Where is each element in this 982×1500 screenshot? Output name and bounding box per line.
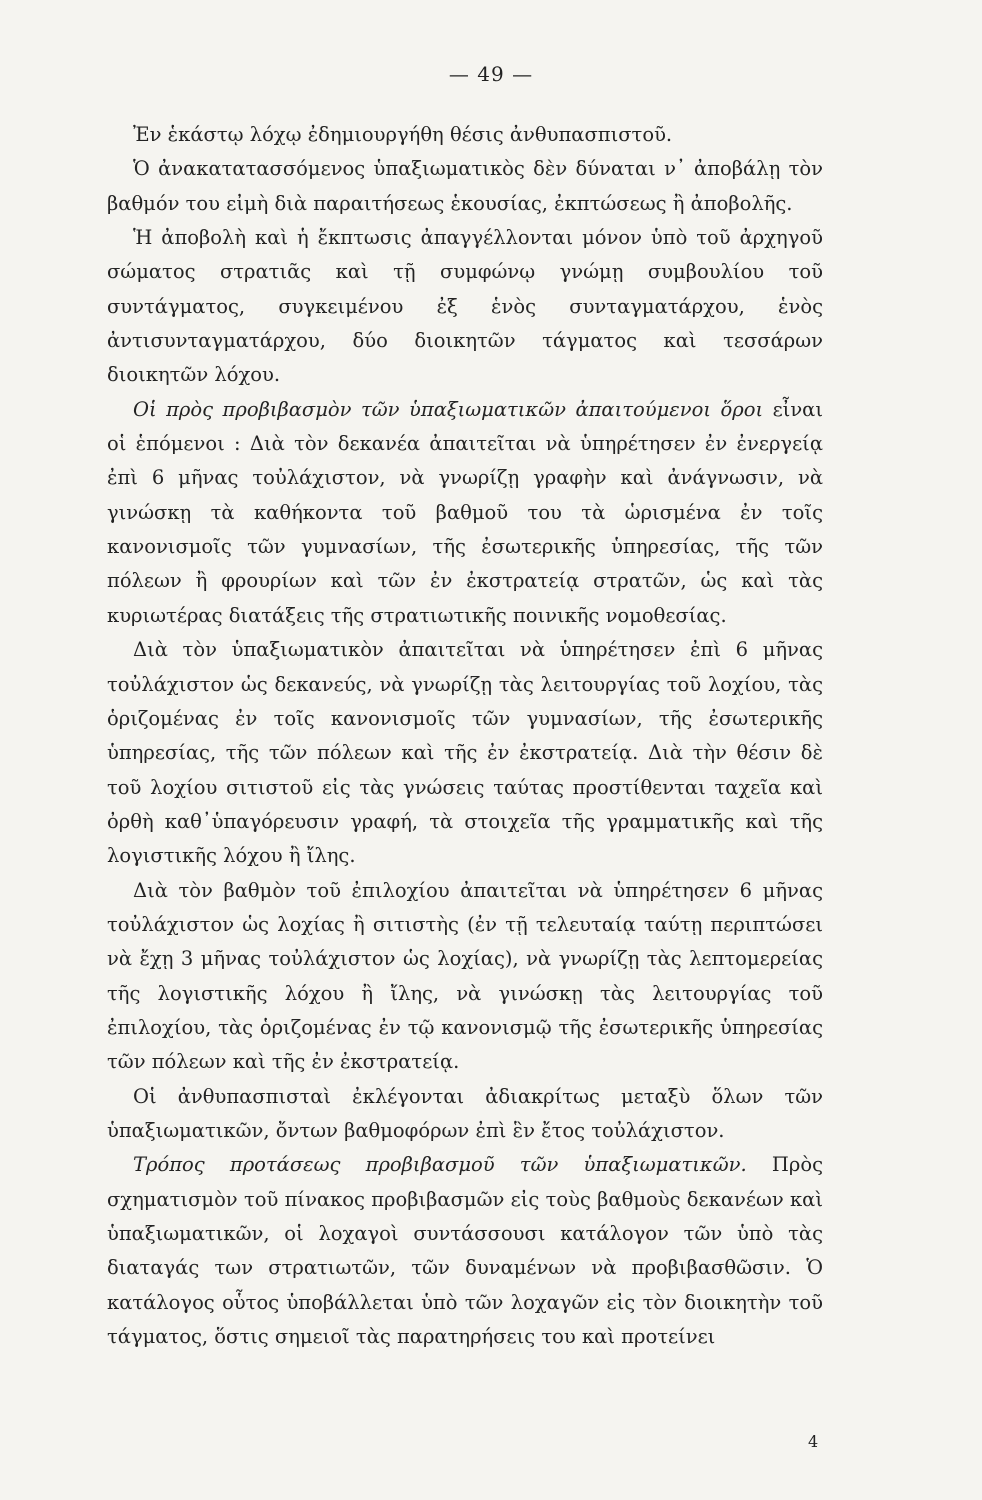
paragraph-text: Οἱ ἀνθυπασπισταὶ ἐκλέγονται ἀδιακρίτως μεταξὺ ὅλων τῶν ὑπαξιωματικῶν, ὄντων βαθμοφόρων ἐπὶ ἓν ἔτος τοὐλάχιστον. (107, 1084, 823, 1142)
paragraph (107, 1148, 823, 1354)
body-text (107, 118, 823, 1354)
page-number-header: — 49 — (448, 62, 534, 86)
paragraph (107, 152, 823, 221)
paragraph-text: Ἡ ἀποβολὴ καὶ ἡ ἔκπτωσις ἀπαγγέλλονται μόνον ὑπὸ τοῦ ἀρχηγοῦ σώματος στρατιᾶς καὶ τῇ συμφώνῳ γνώμῃ συμβουλίου τοῦ συντάγματος, συγκειμένου ἐξ ἑνὸς συνταγματάρχου, ἑνὸς ἀντισυνταγματάρχου, δύο διοικητῶν τάγματος καὶ τεσσάρων διοικητῶν λόχου. (107, 226, 823, 387)
paragraph-text: Πρὸς σχηματισμὸν τοῦ πίνακος προβιβασμῶν εἰς τοὺς βαθμοὺς δεκανέων καὶ ὑπαξιωματικῶν, οἱ λοχαγοὶ συντάσσουσι κατάλογον τῶν ὑπὸ τὰς διαταγάς των στρατιωτῶν, τῶν δυναμένων νὰ προβιβασθῶσιν. Ὁ κατάλογος οὗτος ὑποβάλλεται ὑπὸ τῶν λοχαγῶν εἰς τὸν διοικητὴν τοῦ τάγματος, ὅστις σημειοῖ τὰς παρατηρήσεις του καὶ προτείνει (107, 1153, 823, 1349)
paragraph-text: εἶναι οἱ ἑπόμενοι : Διὰ τὸν δεκανέα ἀπαιτεῖται νὰ ὑπηρέτησεν ἐν ἐνεργείᾳ ἐπὶ 6 μῆνας τοὐλάχιστον, νὰ γνωρίζῃ γραφὴν καὶ ἀνάγνωσιν, νὰ γινώσκῃ τὰ καθήκοντα τοῦ βαθμοῦ του τὰ ὡρισμένα ἐν τοῖς κανονισμοῖς τῶν γυμνασίων, τῆς ἐσωτερικῆς ὑπηρεσίας, τῆς τῶν πόλεων ἢ φρουρίων καὶ τῶν ἐν ἐκστρατείᾳ στρατῶν, ὡς καὶ τὰς κυριωτέρας διατάξεις τῆς στρατιωτικῆς ποινικῆς νομοθεσίας. (107, 397, 823, 627)
italic-heading: Οἱ πρὸς προβιβασμὸν τῶν ὑπαξιωματικῶν ἀπαιτούμενοι ὅροι (133, 397, 764, 421)
paragraph-text: Διὰ τὸν βαθμὸν τοῦ ἐπιλοχίου ἀπαιτεῖται νὰ ὑπηρέτησεν 6 μῆνας τοὐλάχιστον ὡς λοχίας ἢ σιτιστὴς (ἐν τῇ τελευταίᾳ ταύτῃ περιπτώσει νὰ ἔχῃ 3 μῆνας τοὐλάχιστον ὡς λοχίας), νὰ γνωρίζῃ τὰς λεπτομερείας τῆς λογιστικῆς λόχου ἢ ἴλης, νὰ γινώσκῃ τὰς λειτουργίας τοῦ ἐπιλοχίου, τὰς ὁριζομένας ἐν τῷ κανονισμῷ τῆς ἐσωτερικῆς ὑπηρεσίας τῶν πόλεων καὶ τῆς ἐν ἐκστρατείᾳ. (107, 878, 823, 1074)
paragraph (107, 221, 823, 393)
signature-mark: 4 (808, 1432, 819, 1451)
paragraph (107, 633, 823, 873)
paragraph (107, 1080, 823, 1149)
paragraph (107, 393, 823, 633)
paragraph-text: Ὁ ἀνακατατασσόμενος ὑπαξιωματικὸς δὲν δύναται ν᾿ ἀποβάλῃ τὸν βαθμόν του εἰμὴ διὰ παραιτήσεως ἑκουσίας, ἐκπτώσεως ἢ ἀποβολῆς. (107, 157, 823, 215)
paragraph-text: Ἐν ἑκάστῳ λόχῳ ἐδημιουργήθη θέσις ἀνθυπασπιστοῦ. (133, 123, 673, 146)
italic-heading: Τρόπος προτάσεως προβιβασμοῦ τῶν ὑπαξιωματικῶν. (133, 1153, 747, 1177)
paragraph (107, 874, 823, 1080)
paragraph-text: Διὰ τὸν ὑπαξιωματικὸν ἀπαιτεῖται νὰ ὑπηρέτησεν ἐπὶ 6 μῆνας τοὐλάχιστον ὡς δεκανεύς, νὰ γνωρίζῃ τὰς λειτουργίας τοῦ λοχίου, τὰς ὁριζομένας ἐν τοῖς κανονισμοῖς τῶν γυμνασίων, τῆς ἐσωτερικῆς ὑπηρεσίας, τῆς τῶν πόλεων καὶ τῆς ἐν ἐκστρατείᾳ. Διὰ τὴν θέσιν δὲ τοῦ λοχίου σιτιστοῦ εἰς τὰς γνώσεις ταύτας προστίθενται ταχεῖα καὶ ὀρθὴ καθ᾿ὑπαγόρευσιν γραφή, τὰ στοιχεῖα τῆς γραμματικῆς καὶ τῆς λογιστικῆς λόχου ἢ ἴλης. (107, 638, 823, 868)
paragraph (107, 118, 823, 152)
